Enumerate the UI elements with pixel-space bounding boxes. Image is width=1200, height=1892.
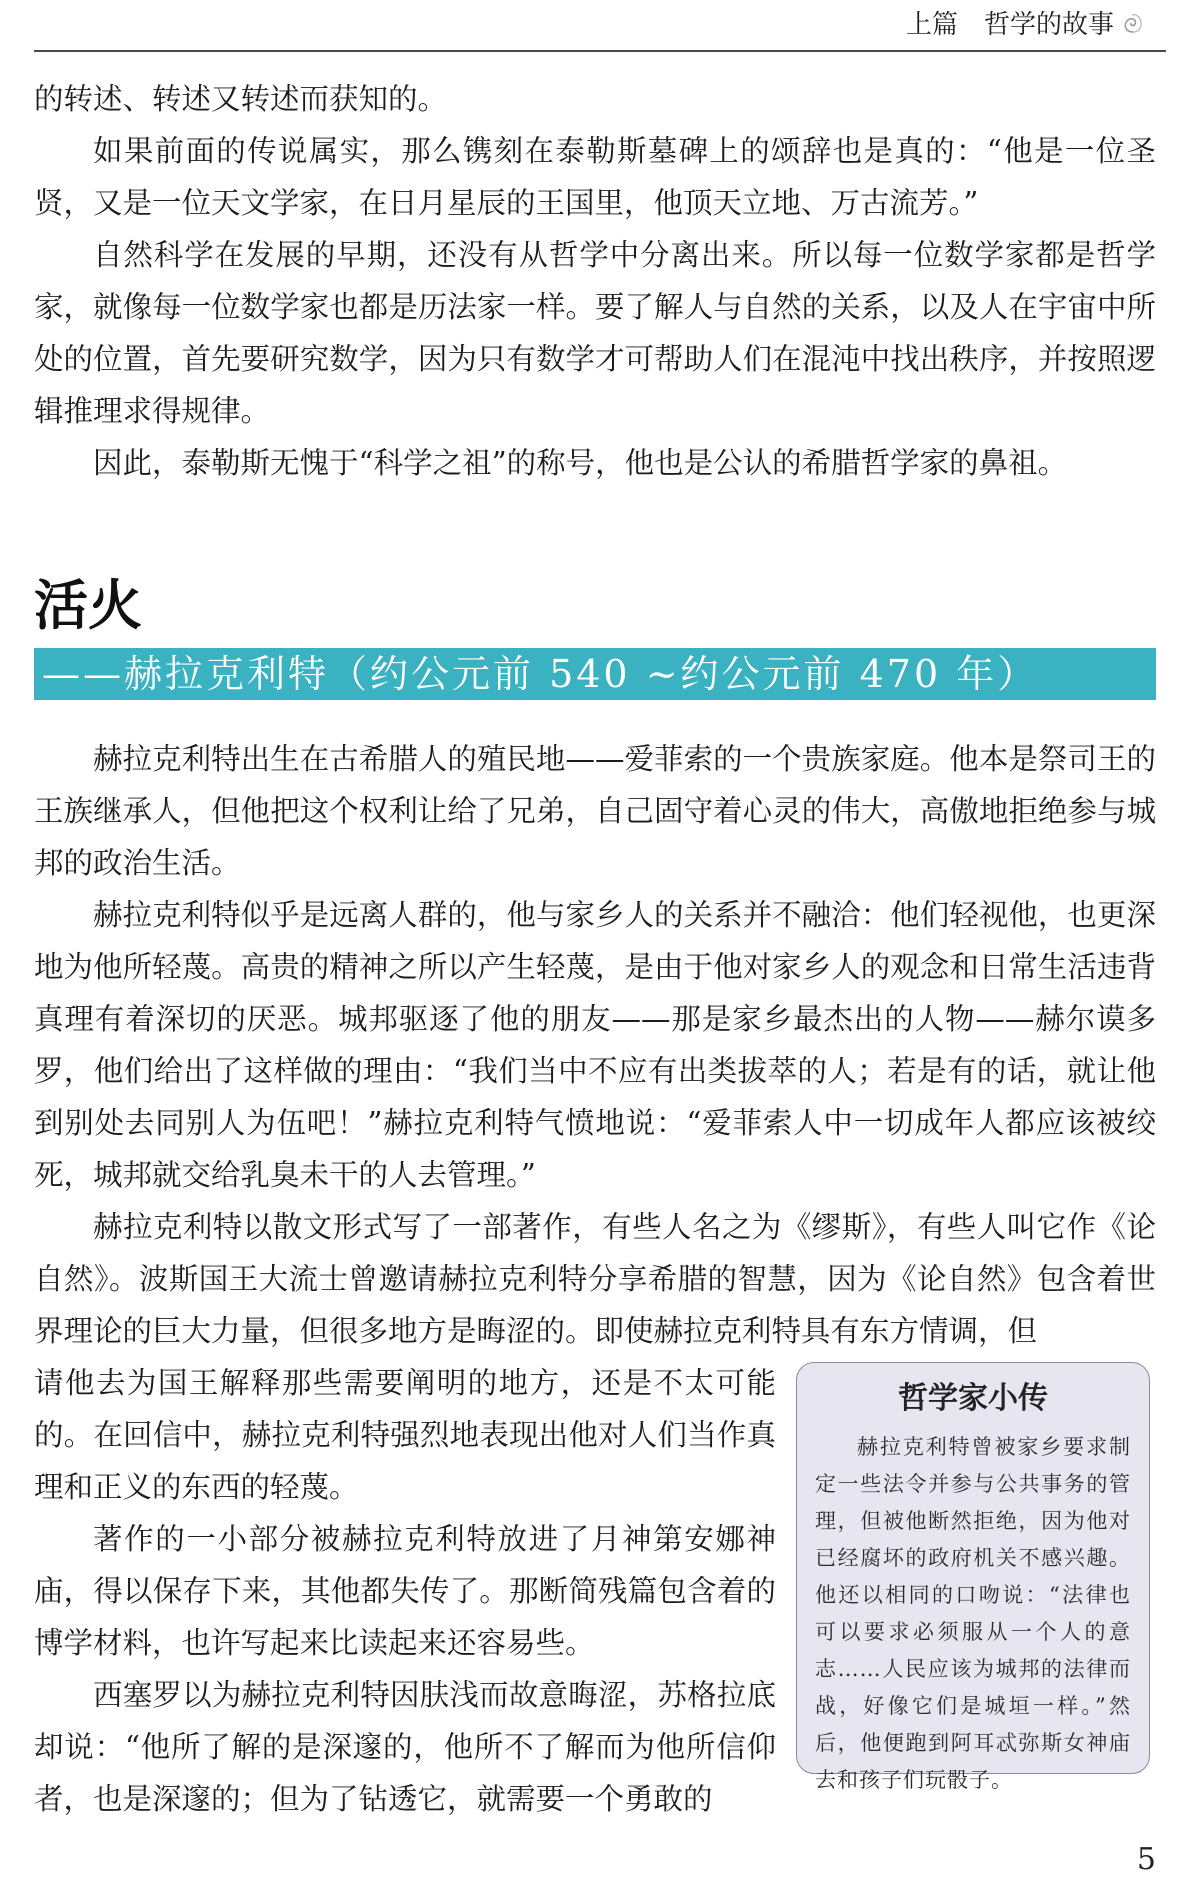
paragraph: 自然科学在发展的早期，还没有从哲学中分离出来。所以每一位数学家都是哲学家，就像每一位数学家也都是历法家一样。要了解人与自然的关系，以及人在宇宙中所处的位置，首先要研究数学，因为只有数学才可帮助人们在混沌中找出秩序，并按照逻辑推理求得规律。 [34,238,1156,428]
sidebar-body: 赫拉克利特曾被家乡要求制定一些法令并参与公共事务的管理，但被他断然拒绝，因为他对已经腐坏的政府机关不感兴趣。他还以相同的口吻说：“法律也可以要求必须服从一个人的意志……人民应该为城邦的法律而战，好像它们是城垣一样。”然后，他便跑到阿耳忒弥斯女神庙去和孩子们玩骰子。 [815,1435,1131,1792]
paragraph: 赫拉克利特出生在古希腊人的殖民地——爱菲索的一个贵族家庭。他本是祭司王的王族继承人，但他把这个权利让给了兄弟，自己固守着心灵的伟大，高傲地拒绝参与城邦的政治生活。 [34,742,1156,880]
header-part: 上篇 [905,10,958,40]
header-rule [34,50,1166,52]
paragraph: 如果前面的传说属实，那么镌刻在泰勒斯墓碑上的颂辞也是真的：“他是一位圣贤，又是一位天文学家，在日月星辰的王国里，他顶天立地、万古流芳。” [34,134,1156,220]
running-header [906,4,1146,41]
header-title: 哲学的故事 [983,10,1114,40]
philosopher-bio-sidebar [796,1362,1150,1792]
paragraph-continued: 请他去为国王解释那些需要阐明的地方，还是不太可能的。在回信中，赫拉克利特强烈地表现出他对人们当作真理和正义的东西的轻蔑。 [34,1366,776,1504]
section-title: 活火 [34,574,142,637]
paragraph: 著作的一小部分被赫拉克利特放进了月神第安娜神庙，得以保存下来，其他都失传了。那断简残篇包含着的博学材料，也许写起来比读起来还容易些。 [34,1522,776,1660]
section-subtitle: ——赫拉克利特（约公元前 540 ~约公元前 470 年） [34,648,1156,700]
swirl-ornament-icon [1120,10,1146,36]
paragraph-continued: 的转述、转述又转述而获知的。 [34,82,448,116]
paragraph: 因此，泰勒斯无愧于“科学之祖”的称号，他也是公认的希腊哲学家的鼻祖。 [93,446,1068,480]
paragraph: 赫拉克利特以散文形式写了一部著作，有些人名之为《缪斯》，有些人叫它作《论自然》。波斯国王大流士曾邀请赫拉克利特分享希腊的智慧，因为《论自然》包含着世界理论的巨大力量，但很多地方是晦涩的。即使赫拉克利特具有东方情调，但 [34,1210,1156,1348]
paragraph: 西塞罗以为赫拉克利特因肤浅而故意晦涩，苏格拉底却说：“他所了解的是深邃的，他所不了解而为他所信仰者，也是深邃的；但为了钻透它，就需要一个勇敢的 [34,1678,776,1816]
sidebar-title: 哲学家小传 [898,1381,1048,1416]
paragraph: 赫拉克利特似乎是远离人群的，他与家乡人的关系并不融洽：他们轻视他，也更深地为他所轻蔑。高贵的精神之所以产生轻蔑，是由于他对家乡人的观念和日常生活违背真理有着深切的厌恶。城邦驱逐了他的朋友——那是家乡最杰出的人物——赫尔谟多罗，他们给出了这样做的理由：“我们当中不应有出类拔萃的人；若是有的话，就让他到别处去同别人为伍吧！”赫拉克利特气愤地说：“爱菲索人中一切成年人都应该被绞死，城邦就交给乳臭未干的人去管理。” [34,898,1156,1192]
page-number: 5 [1136,1842,1156,1877]
